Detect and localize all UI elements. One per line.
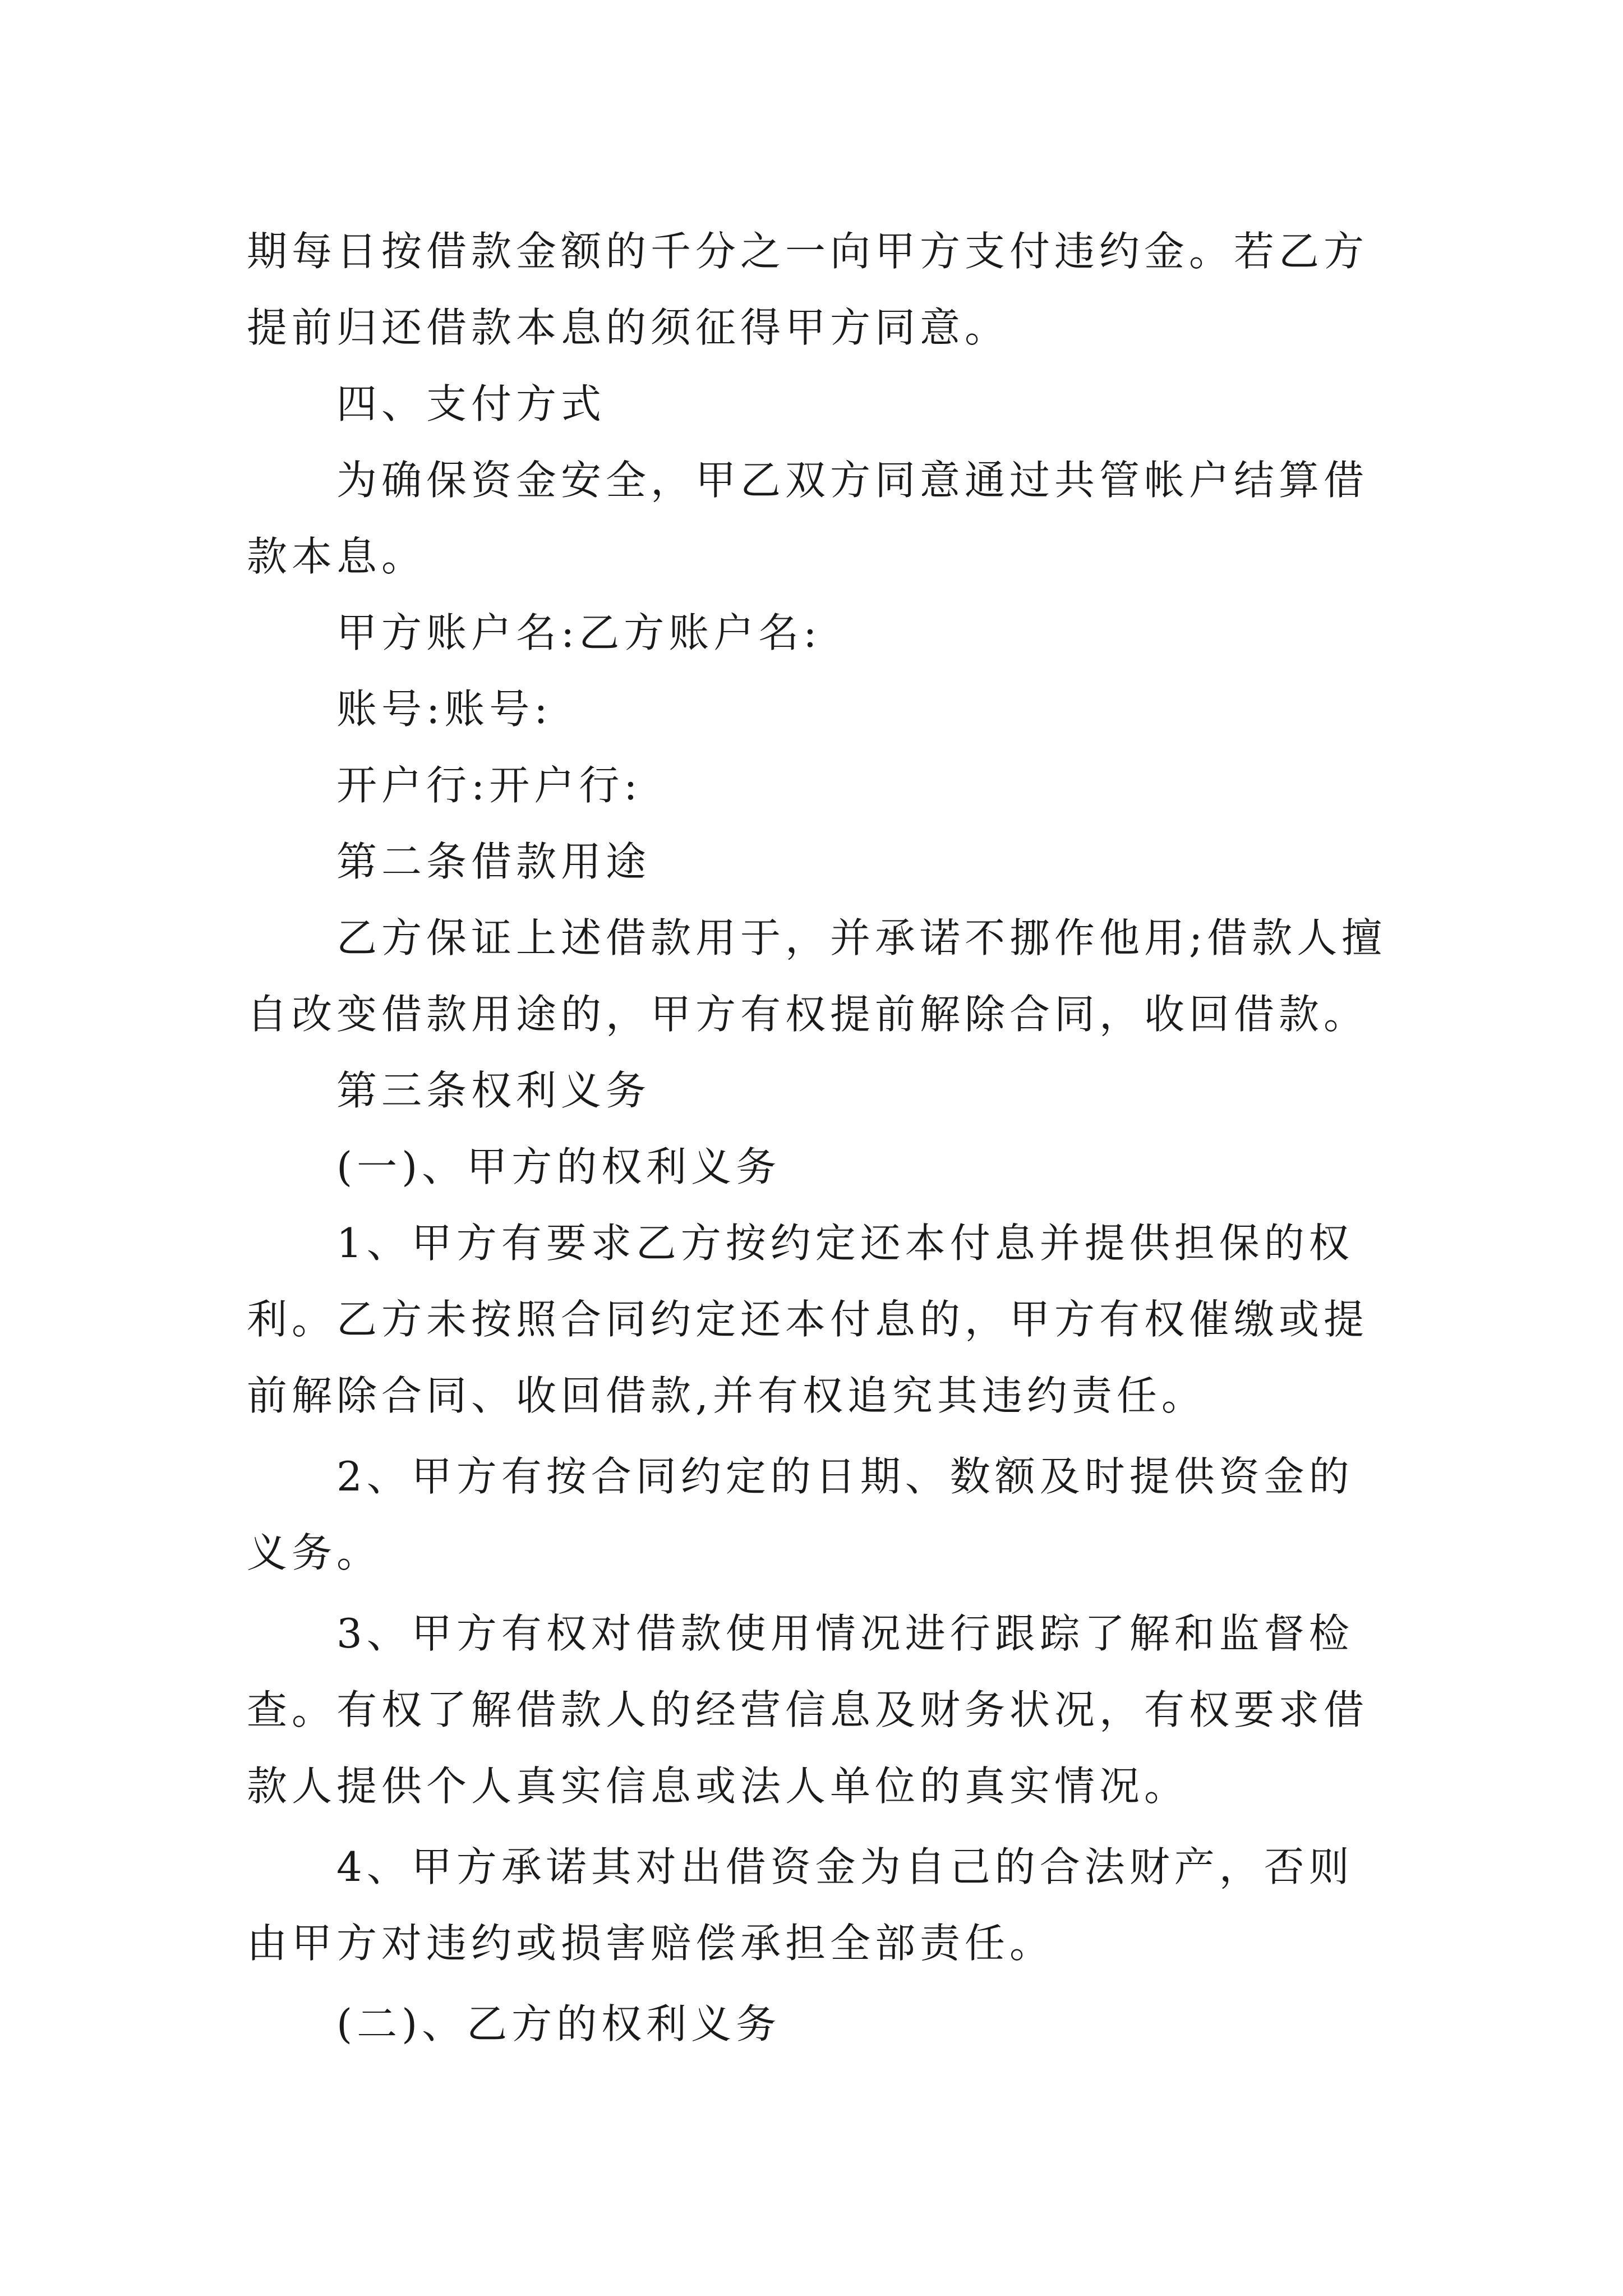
paragraph-joint-account: 为确保资金安全，甲乙双方同意通过共管帐户结算借款本息。 — [247, 457, 1369, 580]
heading-article-3: 第三条权利义务 — [336, 1067, 651, 1114]
heading-article-2: 第二条借款用途 — [336, 838, 651, 885]
heading-party-b-rights: (二)、乙方的权利义务 — [336, 2000, 781, 2047]
line-account-name: 甲方账户名:乙方账户名: — [336, 609, 822, 656]
paragraph-party-a-3: 3、甲方有权对借款使用情况进行跟踪了解和监督检查。有权了解借款人的经营信息及财务状况，有权要求借款人提供个人真实信息或法人单位的真实情况。 — [247, 1610, 1369, 1810]
document-page — [247, 213, 1391, 2062]
line-account-number: 账号:账号: — [336, 685, 552, 733]
heading-party-a-rights: (一)、甲方的权利义务 — [336, 1143, 781, 1190]
paragraph-party-a-2: 2、甲方有按合同约定的日期、数额及时提供资金的义务。 — [247, 1453, 1354, 1576]
paragraph-party-a-4: 4、甲方承诺其对出借资金为自己的合法财产，否则由甲方对违约或损害赔偿承担全部责任。 — [247, 1843, 1354, 1967]
paragraph-party-a-1: 1、甲方有要求乙方按约定还本付息并提供担保的权利。乙方未按照合同约定还本付息的，甲方有权催缴或提前解除合同、收回借款,并有权追究其违约责任。 — [247, 1220, 1369, 1419]
line-bank: 开户行:开户行: — [336, 762, 642, 809]
heading-payment-method: 四、支付方式 — [336, 380, 606, 427]
paragraph-late-payment: 期每日按借款金额的千分之一向甲方支付违约金。若乙方提前归还借款本息的须征得甲方同意。 — [247, 228, 1369, 351]
paragraph-loan-purpose: 乙方保证上述借款用于，并承诺不挪作他用;借款人擅自改变借款用途的，甲方有权提前解除合同，收回借款。 — [247, 914, 1387, 1038]
